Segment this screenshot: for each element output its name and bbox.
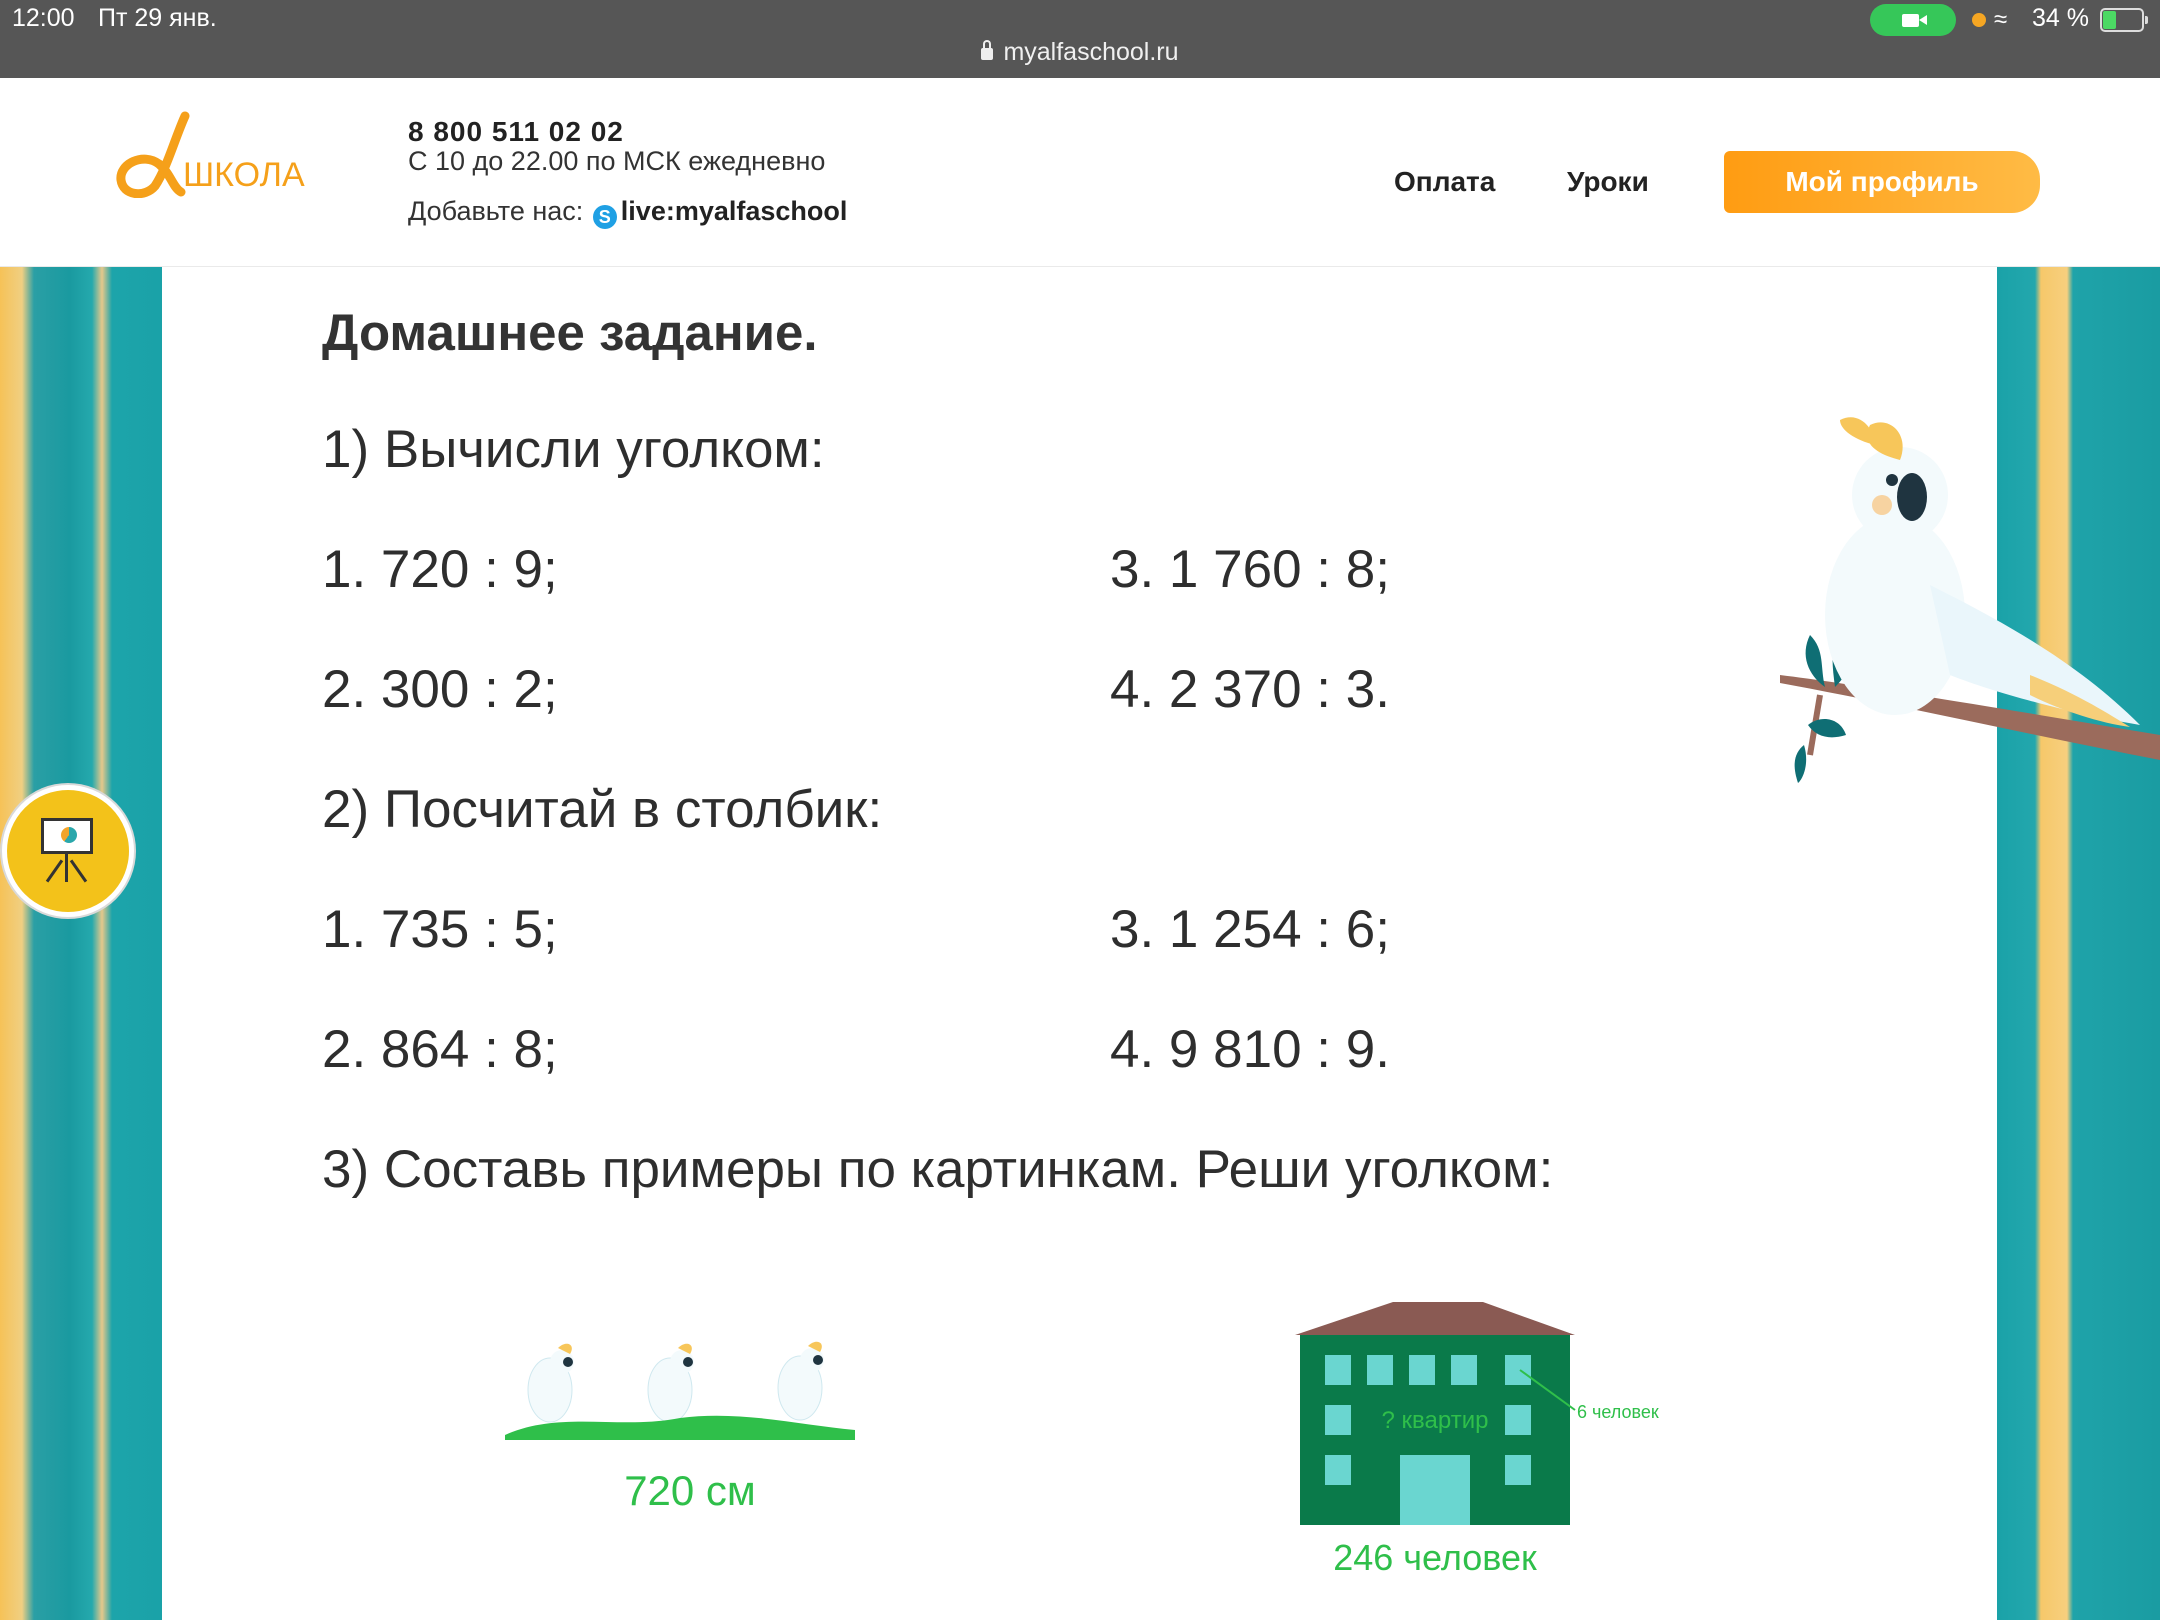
building-bottom-label: 246 человек — [1333, 1537, 1537, 1578]
presentation-board-icon — [41, 818, 93, 854]
building-side-label: 6 человек — [1577, 1402, 1659, 1422]
cockatoo-illustration — [1780, 405, 2160, 795]
task1-item: 1. 720 : 9; — [322, 540, 558, 599]
url-text: myalfaschool.ru — [1003, 38, 1179, 66]
phone-number[interactable]: 8 800 511 02 02 — [408, 116, 624, 147]
birds-on-grass-picture — [500, 1340, 870, 1540]
lock-icon — [981, 48, 993, 60]
status-time: 12:00 — [12, 4, 75, 32]
homework-title: Домашнее задание. — [322, 304, 818, 361]
my-profile-button[interactable]: Мой профиль — [1724, 151, 2040, 213]
logo-text: ШКОЛА — [183, 156, 305, 194]
task2-item: 3. 1 254 : 6; — [1110, 900, 1390, 959]
add-us-label: Добавьте нас: — [408, 196, 584, 226]
nav-payment-link[interactable]: Оплата — [1394, 166, 1496, 197]
task1-heading: 1) Вычисли уголком: — [322, 420, 825, 479]
task1-item: 2. 300 : 2; — [322, 660, 558, 719]
working-hours: С 10 до 22.00 по МСК ежедневно — [408, 146, 826, 176]
skype-icon: S — [593, 205, 617, 229]
task2-item: 4. 9 810 : 9. — [1110, 1020, 1390, 1079]
task2-item: 2. 864 : 8; — [322, 1020, 558, 1079]
homework-content — [162, 267, 1997, 1620]
wifi-icon: ≈ — [1994, 6, 2008, 33]
task3-heading: 3) Составь примеры по картинкам. Реши уголком: — [322, 1140, 1554, 1199]
task1-item: 4. 2 370 : 3. — [1110, 660, 1390, 719]
task2-heading: 2) Посчитай в столбик: — [322, 780, 883, 839]
status-bar — [0, 0, 2160, 78]
task2-item: 1. 735 : 5; — [322, 900, 558, 959]
skype-id-link[interactable]: live:myalfaschool — [620, 196, 848, 226]
nav-lessons-link[interactable]: Уроки — [1567, 166, 1649, 197]
camera-in-use-icon — [1870, 4, 1956, 36]
left-decoration — [0, 267, 162, 1620]
tripod-icon — [65, 854, 68, 882]
mic-indicator-icon — [1972, 13, 1986, 27]
building-question-label: ? квартир — [1381, 1407, 1489, 1434]
add-us-line — [408, 196, 847, 229]
task1-item: 3. 1 760 : 8; — [1110, 540, 1390, 599]
site-header — [0, 78, 2160, 267]
status-date: Пт 29 янв. — [98, 4, 217, 32]
address-bar[interactable] — [0, 38, 2160, 67]
battery-icon — [2100, 8, 2144, 32]
apartment-building-picture — [1285, 1290, 1665, 1590]
battery-percent: 34 % — [2032, 4, 2089, 32]
presentation-button[interactable] — [2, 785, 134, 917]
birds-length-label: 720 см — [624, 1467, 756, 1514]
